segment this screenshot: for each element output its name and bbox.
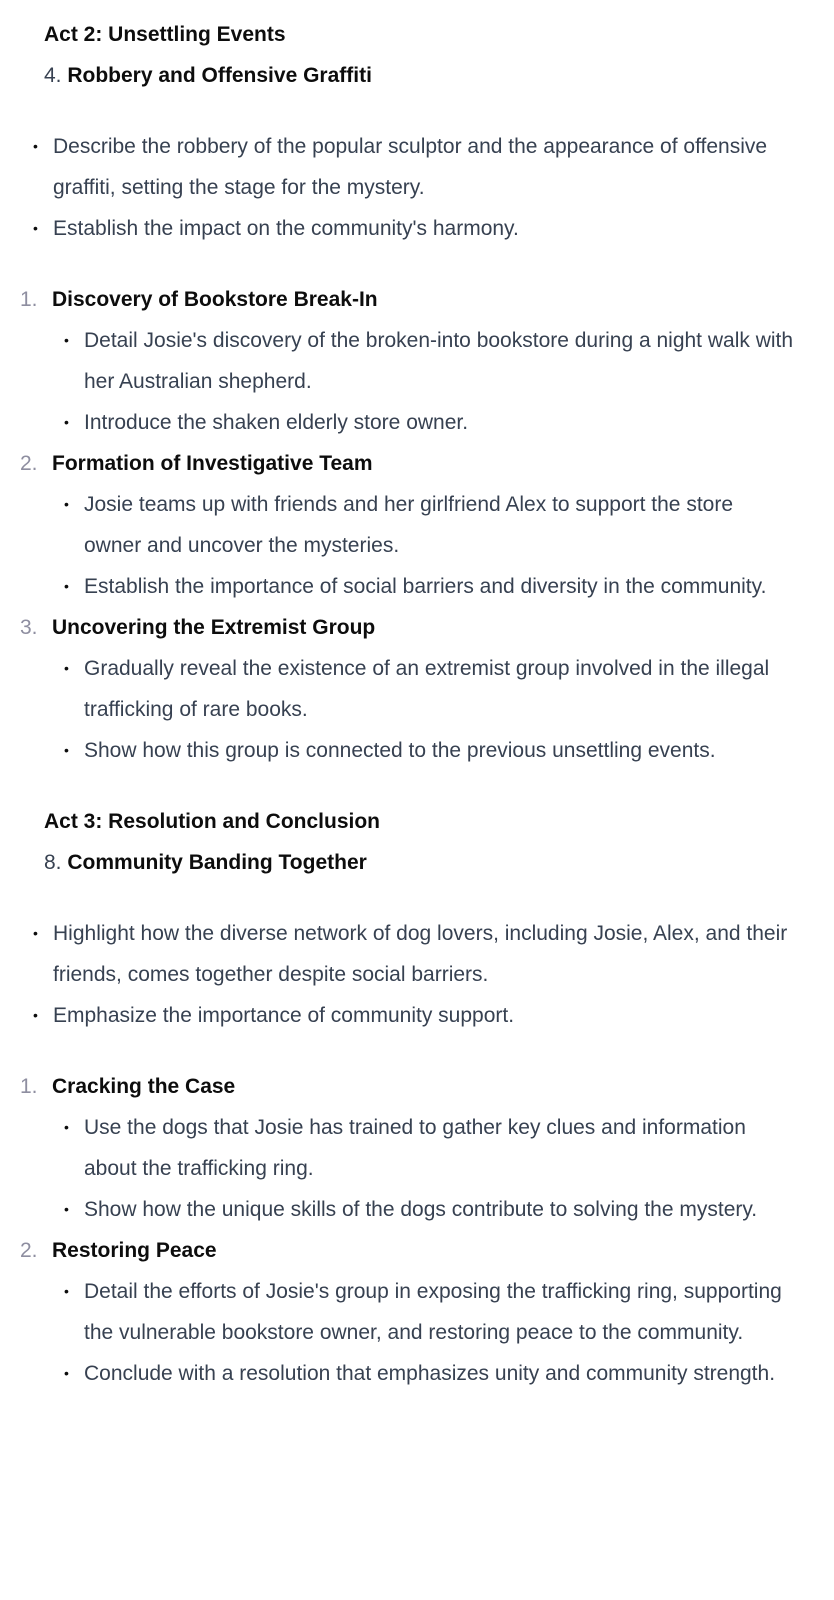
bullet-icon: • xyxy=(64,660,69,676)
act-3-numbered-list xyxy=(0,1066,834,1394)
bullet-icon: • xyxy=(64,1365,69,1381)
list-item: • Use the dogs that Josie has trained to gather key clues and information about the trafficking ring. xyxy=(52,1107,834,1189)
numbered-item xyxy=(0,1066,834,1230)
item-title: Uncovering the Extremist Group xyxy=(52,616,376,639)
bullet-icon: • xyxy=(64,496,69,512)
sub-bullet-list xyxy=(52,648,834,771)
item-number: 1. xyxy=(20,1075,38,1098)
list-item: • Detail the efforts of Josie's group in exposing the trafficking ring, supporting the vulnerable bookstore owner, and restoring peace to the community. xyxy=(52,1271,834,1353)
bullet-icon: • xyxy=(33,925,38,941)
bullet-icon: • xyxy=(64,1201,69,1217)
item-number: 2. xyxy=(20,1239,38,1262)
list-item: • Establish the importance of social barriers and diversity in the community. xyxy=(52,566,834,607)
list-item: • Show how this group is connected to the previous unsettling events. xyxy=(52,730,834,771)
bullet-icon: • xyxy=(64,414,69,430)
section-title: Community Banding Together xyxy=(67,851,367,874)
section-number: 4. xyxy=(44,64,62,87)
act-2-title: Act 2: Unsettling Events xyxy=(44,23,286,46)
bullet-icon: • xyxy=(33,220,38,236)
sub-bullet-list xyxy=(52,1107,834,1230)
bullet-icon: • xyxy=(64,332,69,348)
item-number: 1. xyxy=(20,288,38,311)
item-title: Restoring Peace xyxy=(52,1239,217,1262)
list-item: • Detail Josie's discovery of the broken-into bookstore during a night walk with her Australian shepherd. xyxy=(52,320,834,402)
bullet-icon: • xyxy=(64,1119,69,1135)
bullet-icon: • xyxy=(64,578,69,594)
section-title: Robbery and Offensive Graffiti xyxy=(67,64,372,87)
item-number: 2. xyxy=(20,452,38,475)
item-number: 3. xyxy=(20,616,38,639)
numbered-item xyxy=(0,1230,834,1394)
bullet-icon: • xyxy=(64,742,69,758)
section-number: 8. xyxy=(44,851,62,874)
act-2-bullet-list xyxy=(0,126,834,249)
sub-bullet-list xyxy=(52,484,834,607)
list-item: • Josie teams up with friends and her girlfriend Alex to support the store owner and uncover the mysteries. xyxy=(52,484,834,566)
item-title: Cracking the Case xyxy=(52,1075,236,1098)
list-item: • Establish the impact on the community's harmony. xyxy=(0,208,834,249)
act-3-bullet-list xyxy=(0,913,834,1036)
bullet-icon: • xyxy=(33,138,38,154)
list-item: • Highlight how the diverse network of dog lovers, including Josie, Alex, and their friends, comes together despite social barriers. xyxy=(0,913,834,995)
numbered-item xyxy=(0,443,834,607)
numbered-item xyxy=(0,279,834,443)
list-item: • Gradually reveal the existence of an extremist group involved in the illegal trafficking of rare books. xyxy=(52,648,834,730)
list-item: • Show how the unique skills of the dogs contribute to solving the mystery. xyxy=(52,1189,834,1230)
act-3-section-heading xyxy=(44,842,834,883)
list-item: • Conclude with a resolution that emphasizes unity and community strength. xyxy=(52,1353,834,1394)
list-item: • Describe the robbery of the popular sculptor and the appearance of offensive graffiti, setting the stage for the mystery. xyxy=(0,126,834,208)
act-3-title: Act 3: Resolution and Conclusion xyxy=(44,810,381,833)
act-2-section-heading xyxy=(44,55,834,96)
sub-bullet-list xyxy=(52,320,834,443)
numbered-item xyxy=(0,607,834,771)
list-item: • Introduce the shaken elderly store owner. xyxy=(52,402,834,443)
list-item: • Emphasize the importance of community support. xyxy=(0,995,834,1036)
bullet-icon: • xyxy=(64,1283,69,1299)
act-2-numbered-list xyxy=(0,279,834,771)
bullet-icon: • xyxy=(33,1007,38,1023)
item-title: Discovery of Bookstore Break-In xyxy=(52,288,378,311)
sub-bullet-list xyxy=(52,1271,834,1394)
item-title: Formation of Investigative Team xyxy=(52,452,373,475)
